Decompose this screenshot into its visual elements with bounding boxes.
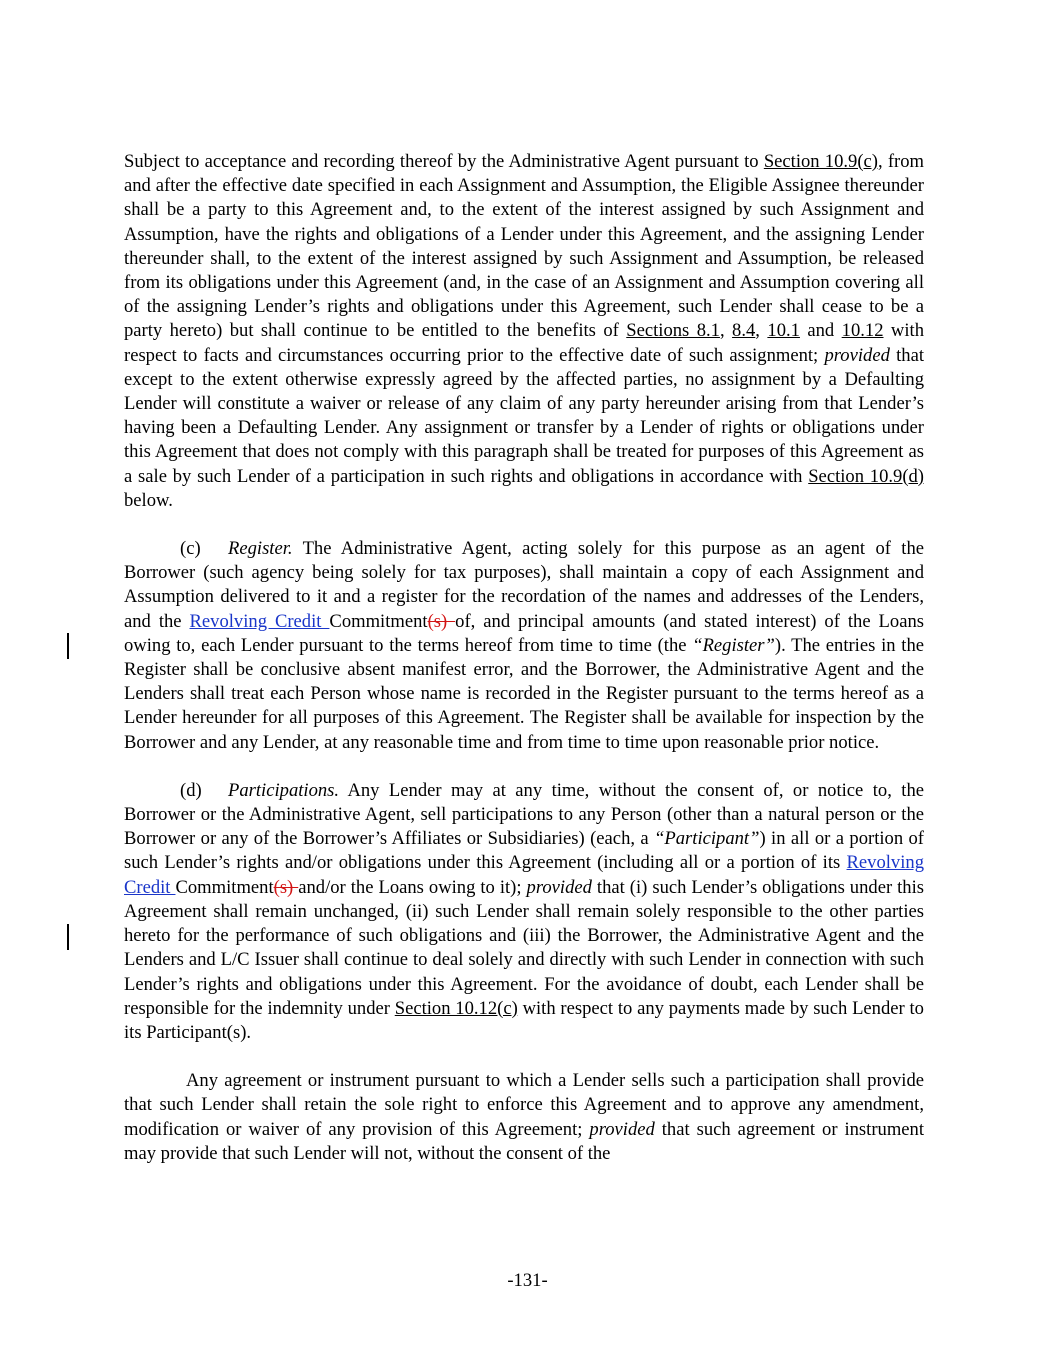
text-run: Any Lender may at any time, without the consent of, or notice to, the Borrower or the Administrative Agent, sell participations to any Person (other than a natural person or the Borrower or any of the Borrower’s Affiliates or Subsidiaries) (each, a: [124, 779, 924, 850]
section-reference: 10.12: [841, 320, 884, 342]
inserted-text: Revolving Credit: [189, 610, 330, 632]
text-run: ). The entries in the Register shall be conclusive absent manifest error, and the Borrower, the Administrative Agent and the Lenders shall treat each Person whose name is recorded in the Register pursuant to the terms hereof as a Lender hereunder for all purposes of this Agreement. The Register shall be available for inspection by the Borrower and any Lender, at any reasonable time and from time to time upon reasonable prior notice.: [124, 634, 924, 753]
text-run: , from and after the effective date specified in each Assignment and Assumption, the Eligible Assignee thereunder shall be a party to this Agreement and, to the extent of the interest assigned by such Assignment and Assumption, have the rights and obligations of a Lender under this Agreement, and the assigning Lender thereunder shall, to the extent of the interest assigned by such Assignment and Assumption, be released from its obligations under this Agreement (and, in the case of an Assignment and Assumption covering all of the assigning Lender’s rights and obligations under this Agreement, such Lender shall cease to be a party hereto) but shall continue to be entitled to the benefits of: [124, 151, 924, 342]
defined-term: “Register”: [692, 634, 775, 656]
deleted-text: (s): [273, 876, 299, 898]
emphasis: provided: [526, 876, 592, 898]
text-run: and: [799, 320, 842, 342]
paragraph-register: [124, 537, 924, 755]
defined-term: “Participant”: [654, 828, 760, 850]
text-run: The Administrative Agent, acting solely for this purpose as an agent of the Borrower (such agency being solely for tax purposes), shall maintain a copy of each Assignment and Assumption delivered to it and a register for the recordation of the names and addresses of the Lenders, and the: [124, 538, 924, 632]
text-run: Subject to acceptance and recording thereof by the Administrative Agent pursuant to: [124, 151, 764, 172]
section-reference: 10.1: [767, 320, 800, 342]
change-bar: [67, 924, 69, 950]
paragraph-participations: [124, 779, 924, 1045]
text-run: with respect to any payments made by such Lender to its Participant(s).: [124, 997, 924, 1043]
text-run: and/or the Loans owing to it);: [298, 876, 527, 898]
paragraph-participation-agreement: [124, 1069, 924, 1166]
inserted-text: Revolving Credit: [124, 852, 924, 898]
page-number: -131-: [507, 1270, 548, 1291]
section-reference: 8.4: [732, 320, 756, 342]
text-run: ,: [755, 320, 768, 342]
section-reference: Section 10.9(c): [763, 151, 878, 172]
text-run: that (i) such Lender’s obligations under this Agreement shall remain unchanged, (ii) such Lender shall remain solely responsible to the other parties hereto for the performance of such obligations and (iii) the Borrower, the Administrative Agent and the Lenders and L/C Issuer shall continue to deal solely and directly with such Lender in connection with such Lender’s rights and obligations under this Agreement. For the avoidance of doubt, each Lender shall be responsible for the indemnity under: [124, 876, 925, 1019]
clause-heading: Participations.: [228, 779, 340, 801]
text-run: with respect to facts and circumstances occurring prior to the effective date of such assignment;: [124, 320, 924, 366]
clause-label: (c): [180, 538, 201, 560]
text-run: that such agreement or instrument may provide that such Lender will not, without the consent of the: [124, 1118, 924, 1164]
section-reference: Sections 8.1: [626, 320, 720, 342]
clause-label: (d): [180, 779, 202, 801]
emphasis: provided: [589, 1118, 655, 1140]
document-page: [124, 150, 924, 1166]
section-reference: Section 10.12(c): [394, 997, 518, 1019]
paragraph-assignment-effect: [124, 150, 924, 513]
text-run: ,: [719, 320, 733, 342]
text-run: below.: [124, 489, 173, 511]
deleted-text: (s): [427, 610, 456, 632]
text-run: Any agreement or instrument pursuant to which a Lender sells such a participation shall provide that such Lender shall retain the sole right to enforce this Agreement and to approve any amendment, modification or waiver of any provision of this Agreement;: [124, 1070, 924, 1140]
text-run: Commitment: [329, 610, 428, 632]
text-run: Commitment: [175, 876, 274, 898]
emphasis: provided: [824, 344, 890, 366]
change-bar: [67, 633, 69, 659]
section-reference: Section 10.9(d): [808, 465, 924, 487]
clause-heading: Register.: [228, 538, 293, 560]
text-run: of, and principal amounts (and stated interest) of the Loans owing to, each Lender pursuant to the terms hereof from time to time (the: [124, 610, 925, 656]
text-run: ) in all or a portion of such Lender’s rights and/or obligations under this Agreement (including all or a portion of its: [124, 828, 924, 874]
text-run: that except to the extent otherwise expressly agreed by the affected parties, no assignment by a Defaulting Lender will constitute a waiver or release of any claim of any party hereunder arising from that Lender’s having been a Defaulting Lender. Any assignment or transfer by a Lender of rights or obligations under this Agreement that does not comply with this paragraph shall be treated for purposes of this Agreement as a sale by such Lender of a participation in such rights and obligations in accordance with: [124, 344, 925, 487]
